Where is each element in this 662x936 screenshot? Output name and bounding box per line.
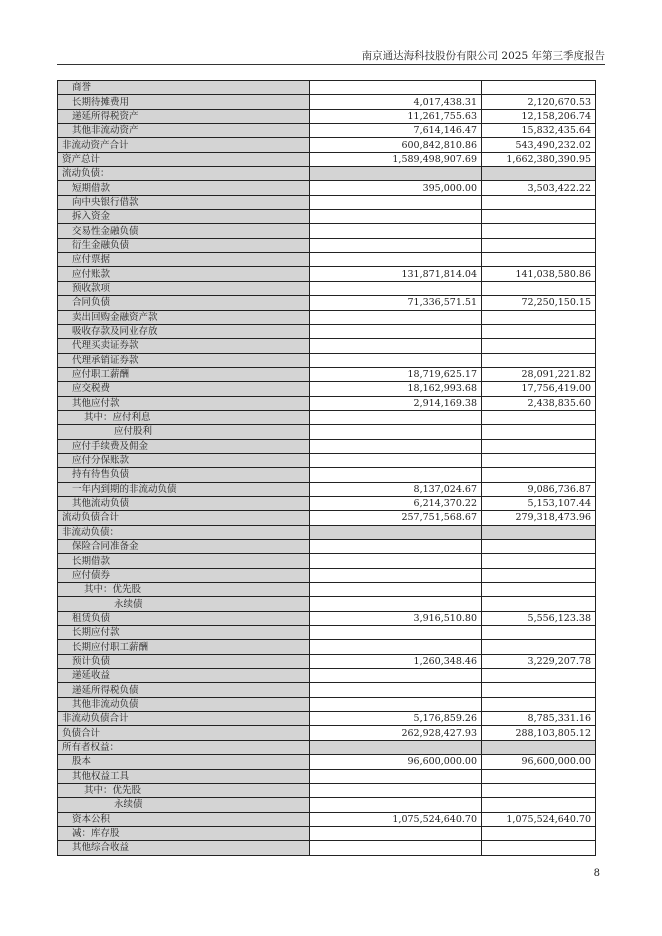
value-previous: 1,662,380,390.95 xyxy=(482,152,596,166)
value-current xyxy=(310,740,482,754)
table-row xyxy=(58,654,596,668)
value-previous: 141,038,580.86 xyxy=(482,267,596,281)
value-current: 18,162,993.68 xyxy=(310,382,482,396)
row-label: 交易性金融负债 xyxy=(58,224,310,238)
value-previous xyxy=(482,210,596,224)
row-label: 一年内到期的非流动负债 xyxy=(58,482,310,496)
table-row xyxy=(58,425,596,439)
row-label: 其中：优先股 xyxy=(58,783,310,797)
value-current xyxy=(310,554,482,568)
value-previous xyxy=(482,468,596,482)
table-row xyxy=(58,468,596,482)
table-row xyxy=(58,339,596,353)
table-row xyxy=(58,152,596,166)
row-label: 应付手续费及佣金 xyxy=(58,439,310,453)
value-previous: 2,438,835.60 xyxy=(482,396,596,410)
row-label: 代理承销证券款 xyxy=(58,353,310,367)
table-row xyxy=(58,138,596,152)
value-current: 7,614,146.47 xyxy=(310,124,482,138)
row-label: 其他应付款 xyxy=(58,396,310,410)
section-row xyxy=(58,167,596,181)
value-previous xyxy=(482,669,596,683)
value-current xyxy=(310,697,482,711)
value-previous xyxy=(482,353,596,367)
value-previous xyxy=(482,769,596,783)
row-label: 吸收存款及同业存放 xyxy=(58,324,310,338)
table-row xyxy=(58,439,596,453)
table-row xyxy=(58,697,596,711)
row-label: 应付分保账款 xyxy=(58,453,310,467)
row-label: 股本 xyxy=(58,755,310,769)
table-row xyxy=(58,597,596,611)
value-previous xyxy=(482,339,596,353)
value-previous xyxy=(482,410,596,424)
table-row xyxy=(58,124,596,138)
table-row xyxy=(58,324,596,338)
table-row xyxy=(58,568,596,582)
value-previous xyxy=(482,281,596,295)
value-previous: 1,075,524,640.70 xyxy=(482,812,596,826)
header-rule xyxy=(57,64,605,65)
table-row xyxy=(58,453,596,467)
value-current xyxy=(310,841,482,855)
value-previous: 12,158,206.74 xyxy=(482,109,596,123)
row-label: 应交税费 xyxy=(58,382,310,396)
value-current: 600,842,810.86 xyxy=(310,138,482,152)
row-label: 合同负债 xyxy=(58,296,310,310)
value-previous xyxy=(482,683,596,697)
value-previous xyxy=(482,324,596,338)
value-previous xyxy=(482,224,596,238)
section-row xyxy=(58,740,596,754)
table-row xyxy=(58,726,596,740)
table-row xyxy=(58,712,596,726)
row-label: 应付票据 xyxy=(58,253,310,267)
row-label: 非流动负债合计 xyxy=(58,712,310,726)
value-previous: 3,503,422.22 xyxy=(482,181,596,195)
value-current xyxy=(310,568,482,582)
table-row xyxy=(58,812,596,826)
balance-sheet-table xyxy=(57,80,596,856)
table-row xyxy=(58,296,596,310)
row-label: 应付股利 xyxy=(58,425,310,439)
value-previous: 3,229,207.78 xyxy=(482,654,596,668)
row-label: 递延收益 xyxy=(58,669,310,683)
table-row xyxy=(58,410,596,424)
value-current xyxy=(310,425,482,439)
table-row xyxy=(58,238,596,252)
value-previous xyxy=(482,167,596,181)
value-previous xyxy=(482,798,596,812)
table-row xyxy=(58,367,596,381)
row-label: 保险合同准备金 xyxy=(58,540,310,554)
row-label: 长期应付职工薪酬 xyxy=(58,640,310,654)
row-label: 拆入资金 xyxy=(58,210,310,224)
row-label: 减：库存股 xyxy=(58,826,310,840)
value-current xyxy=(310,769,482,783)
row-label: 资本公积 xyxy=(58,812,310,826)
row-label: 应付职工薪酬 xyxy=(58,367,310,381)
value-previous: 288,103,805.12 xyxy=(482,726,596,740)
value-current xyxy=(310,81,482,95)
value-current xyxy=(310,640,482,654)
value-current: 1,589,498,907.69 xyxy=(310,152,482,166)
value-previous: 2,120,670.53 xyxy=(482,95,596,109)
value-previous xyxy=(482,568,596,582)
row-label: 资产总计 xyxy=(58,152,310,166)
value-previous xyxy=(482,425,596,439)
row-label: 递延所得税资产 xyxy=(58,109,310,123)
value-previous xyxy=(482,540,596,554)
value-current: 5,176,859.26 xyxy=(310,712,482,726)
value-previous xyxy=(482,597,596,611)
row-label: 非流动资产合计 xyxy=(58,138,310,152)
value-previous: 543,490,232.02 xyxy=(482,138,596,152)
row-label: 其他流动负债 xyxy=(58,496,310,510)
value-current xyxy=(310,626,482,640)
value-previous: 5,153,107.44 xyxy=(482,496,596,510)
table-row xyxy=(58,683,596,697)
table-row xyxy=(58,310,596,324)
row-label: 递延所得税负债 xyxy=(58,683,310,697)
report-header: 南京通达海科技股份有限公司 2025 年第三季度报告 xyxy=(361,50,605,62)
value-previous xyxy=(482,841,596,855)
table-row xyxy=(58,841,596,855)
table-row xyxy=(58,640,596,654)
value-current: 262,928,427.93 xyxy=(310,726,482,740)
value-current xyxy=(310,439,482,453)
table-row xyxy=(58,482,596,496)
value-current xyxy=(310,597,482,611)
row-label: 持有待售负债 xyxy=(58,468,310,482)
value-current: 8,137,024.67 xyxy=(310,482,482,496)
row-label: 租赁负债 xyxy=(58,611,310,625)
row-label: 所有者权益： xyxy=(58,740,310,754)
value-current xyxy=(310,798,482,812)
value-previous: 72,250,150.15 xyxy=(482,296,596,310)
value-current xyxy=(310,195,482,209)
value-current: 131,871,814.04 xyxy=(310,267,482,281)
value-current xyxy=(310,410,482,424)
value-current xyxy=(310,468,482,482)
value-current: 18,719,625.17 xyxy=(310,367,482,381)
value-previous: 96,600,000.00 xyxy=(482,755,596,769)
row-label: 其他综合收益 xyxy=(58,841,310,855)
table-row xyxy=(58,511,596,525)
table-row xyxy=(58,396,596,410)
table-row xyxy=(58,540,596,554)
row-label: 预计负债 xyxy=(58,654,310,668)
row-label: 向中央银行借款 xyxy=(58,195,310,209)
value-current xyxy=(310,583,482,597)
row-label: 应付账款 xyxy=(58,267,310,281)
table-row xyxy=(58,798,596,812)
value-previous xyxy=(482,554,596,568)
value-previous xyxy=(482,525,596,539)
row-label: 应付债券 xyxy=(58,568,310,582)
row-label: 流动负债合计 xyxy=(58,511,310,525)
value-current xyxy=(310,339,482,353)
value-previous: 17,756,419.00 xyxy=(482,382,596,396)
row-label: 代理买卖证券款 xyxy=(58,339,310,353)
table-row xyxy=(58,224,596,238)
value-current xyxy=(310,310,482,324)
value-previous xyxy=(482,81,596,95)
value-current: 2,914,169.38 xyxy=(310,396,482,410)
value-current: 4,017,438.31 xyxy=(310,95,482,109)
value-previous: 28,091,221.82 xyxy=(482,367,596,381)
section-row xyxy=(58,525,596,539)
value-previous: 8,785,331.16 xyxy=(482,712,596,726)
value-previous: 15,832,435.64 xyxy=(482,124,596,138)
page-number: 8 xyxy=(593,868,600,879)
value-current xyxy=(310,525,482,539)
table-row xyxy=(58,611,596,625)
value-previous xyxy=(482,640,596,654)
value-previous xyxy=(482,253,596,267)
row-label: 其中：优先股 xyxy=(58,583,310,597)
row-label: 负债合计 xyxy=(58,726,310,740)
value-previous: 5,556,123.38 xyxy=(482,611,596,625)
value-current xyxy=(310,324,482,338)
value-current xyxy=(310,826,482,840)
table-row xyxy=(58,353,596,367)
table-row xyxy=(58,281,596,295)
row-label: 其他权益工具 xyxy=(58,769,310,783)
value-current: 395,000.00 xyxy=(310,181,482,195)
row-label: 长期应付款 xyxy=(58,626,310,640)
value-current: 3,916,510.80 xyxy=(310,611,482,625)
value-previous xyxy=(482,826,596,840)
value-current xyxy=(310,669,482,683)
value-current xyxy=(310,353,482,367)
value-current xyxy=(310,238,482,252)
row-label: 流动负债： xyxy=(58,167,310,181)
row-label: 其他非流动负债 xyxy=(58,697,310,711)
value-previous xyxy=(482,697,596,711)
row-label: 长期借款 xyxy=(58,554,310,568)
row-label: 其他非流动资产 xyxy=(58,124,310,138)
value-current xyxy=(310,453,482,467)
row-label: 短期借款 xyxy=(58,181,310,195)
row-label: 衍生金融负债 xyxy=(58,238,310,252)
table-row xyxy=(58,755,596,769)
value-current: 6,214,370.22 xyxy=(310,496,482,510)
row-label: 永续债 xyxy=(58,798,310,812)
value-previous xyxy=(482,740,596,754)
value-previous xyxy=(482,195,596,209)
table-row xyxy=(58,669,596,683)
value-current xyxy=(310,683,482,697)
value-previous: 9,086,736.87 xyxy=(482,482,596,496)
value-previous: 279,318,473.96 xyxy=(482,511,596,525)
table-row xyxy=(58,253,596,267)
value-current xyxy=(310,783,482,797)
value-previous xyxy=(482,783,596,797)
value-previous xyxy=(482,238,596,252)
value-previous xyxy=(482,583,596,597)
value-current: 11,261,755.63 xyxy=(310,109,482,123)
value-previous xyxy=(482,626,596,640)
table-row xyxy=(58,109,596,123)
value-current: 1,260,348.46 xyxy=(310,654,482,668)
table-row xyxy=(58,81,596,95)
table-row xyxy=(58,496,596,510)
row-label: 卖出回购金融资产款 xyxy=(58,310,310,324)
table-row xyxy=(58,769,596,783)
value-current: 96,600,000.00 xyxy=(310,755,482,769)
table-row xyxy=(58,210,596,224)
value-previous xyxy=(482,310,596,324)
value-current xyxy=(310,253,482,267)
table-row xyxy=(58,583,596,597)
row-label: 预收款项 xyxy=(58,281,310,295)
value-previous xyxy=(482,439,596,453)
table-row xyxy=(58,267,596,281)
value-current xyxy=(310,224,482,238)
value-previous xyxy=(482,453,596,467)
row-label: 长期待摊费用 xyxy=(58,95,310,109)
value-current xyxy=(310,210,482,224)
row-label: 永续债 xyxy=(58,597,310,611)
row-label: 商誉 xyxy=(58,81,310,95)
table-row xyxy=(58,626,596,640)
table-row xyxy=(58,195,596,209)
table-row xyxy=(58,95,596,109)
value-current xyxy=(310,281,482,295)
table-row xyxy=(58,826,596,840)
value-current xyxy=(310,167,482,181)
table-row xyxy=(58,783,596,797)
table-row xyxy=(58,382,596,396)
value-current: 1,075,524,640.70 xyxy=(310,812,482,826)
table-row xyxy=(58,554,596,568)
value-current: 257,751,568.67 xyxy=(310,511,482,525)
row-label: 其中：应付利息 xyxy=(58,410,310,424)
table-row xyxy=(58,181,596,195)
value-current xyxy=(310,540,482,554)
value-current: 71,336,571.51 xyxy=(310,296,482,310)
row-label: 非流动负债： xyxy=(58,525,310,539)
